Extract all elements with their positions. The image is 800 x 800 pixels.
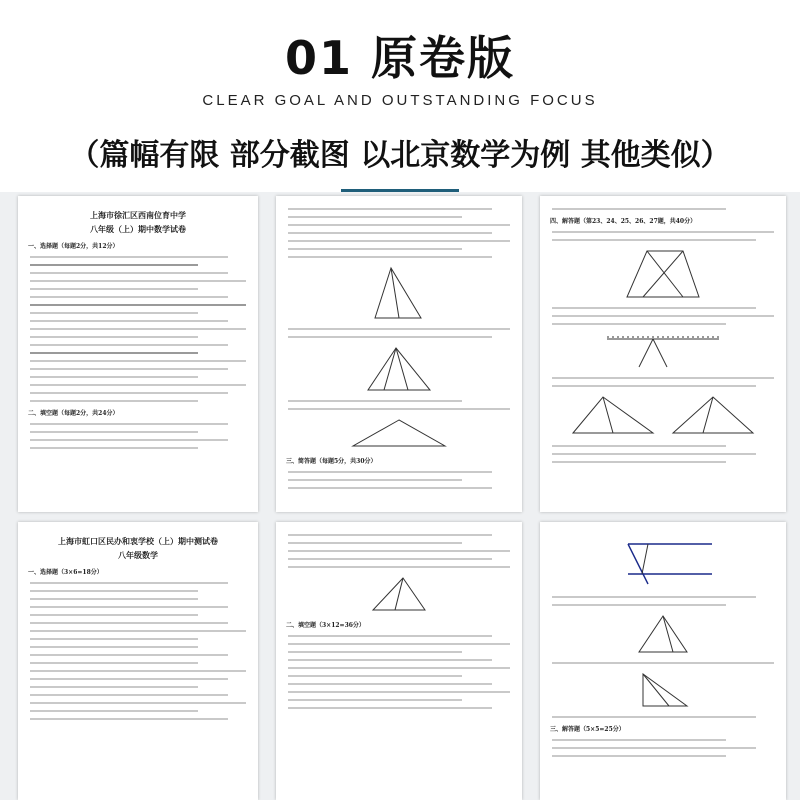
exam-school: 上海市虹口区民办和衷学校（上）期中测试卷 [58, 536, 218, 546]
trapezoid-figure [623, 247, 703, 301]
text-line [30, 622, 228, 624]
section-heading: 二、填空题（3×12=36分） [286, 622, 365, 629]
section-heading: 一、选择题（3×6=18分） [28, 569, 103, 576]
exam-page-5 [276, 522, 522, 800]
text-line [30, 344, 228, 346]
exam-page-4 [18, 522, 258, 800]
text-line [288, 651, 462, 653]
two-triangle-figures [563, 393, 763, 439]
text-line [30, 447, 198, 449]
text-line [30, 336, 198, 338]
text-line [288, 675, 462, 677]
text-line [30, 400, 198, 402]
section-heading: 三、简答题（每题5分，共30分） [286, 458, 377, 465]
text-line [30, 614, 198, 616]
text-line [288, 256, 492, 258]
text-line [552, 716, 756, 718]
text-line [288, 232, 492, 234]
text-line [30, 582, 228, 584]
text-line [552, 662, 774, 664]
text-line [30, 392, 228, 394]
text-line [288, 487, 492, 489]
text-line [288, 691, 510, 693]
triangle-figure [633, 670, 693, 710]
cliff-figure [603, 331, 723, 371]
text-line [552, 307, 756, 309]
text-line [30, 431, 198, 433]
text-line [30, 320, 228, 322]
text-line [30, 694, 228, 696]
page-title: 01 原卷版 [284, 31, 516, 85]
section-heading: 四、解答题（第23、24、25、26、27题，共40分） [550, 218, 697, 225]
section-heading: 三、解答题（5×5=25分） [550, 726, 625, 733]
text-line [288, 336, 492, 338]
text-line [30, 384, 246, 386]
text-line [288, 248, 462, 250]
text-line [552, 208, 726, 210]
parallel-lines-figure [608, 534, 718, 590]
text-line [288, 479, 462, 481]
page-subtitle: CLEAR GOAL AND OUTSTANDING FOCUS [202, 92, 598, 109]
text-line [288, 216, 462, 218]
text-line [288, 667, 510, 669]
text-line [30, 678, 228, 680]
text-line [552, 739, 726, 741]
text-line [552, 445, 726, 447]
text-line [30, 654, 228, 656]
exam-page-2 [276, 196, 522, 512]
exam-title: 八年级数学 [118, 550, 158, 560]
text-line [288, 683, 492, 685]
text-line [552, 604, 726, 606]
text-line [30, 360, 246, 362]
text-line [552, 385, 756, 387]
text-line [288, 400, 462, 402]
text-line [30, 686, 198, 688]
text-line [30, 272, 228, 274]
text-line [288, 699, 462, 701]
text-line [288, 659, 492, 661]
triangle-figure [369, 264, 429, 322]
text-line [30, 264, 198, 266]
text-line [552, 755, 726, 757]
text-line [30, 646, 198, 648]
text-line [288, 208, 492, 210]
text-line [30, 280, 246, 282]
text-line [30, 638, 198, 640]
text-line [30, 710, 198, 712]
text-line [552, 323, 726, 325]
exam-school: 上海市徐汇区西南位育中学 [90, 210, 186, 220]
text-line [30, 256, 228, 258]
text-line [30, 376, 198, 378]
exam-page-6 [540, 522, 786, 800]
text-line [552, 596, 756, 598]
text-line [30, 288, 198, 290]
triangle-figure [369, 574, 429, 614]
text-line [30, 368, 228, 370]
text-line [30, 630, 246, 632]
triangle-figure [633, 612, 693, 656]
triangle-figure [349, 416, 449, 450]
text-line [288, 707, 492, 709]
text-line [30, 670, 246, 672]
text-line [288, 408, 510, 410]
text-line [30, 662, 198, 664]
text-line [288, 558, 492, 560]
text-line [288, 635, 492, 637]
text-line [30, 423, 228, 425]
text-line [30, 590, 198, 592]
text-line [288, 328, 510, 330]
text-line [288, 534, 492, 536]
text-line [288, 566, 510, 568]
section-heading: 一、选择题（每题2分，共12分） [28, 243, 119, 250]
page-note: （篇幅有限 部分截图 以北京数学为例 其他类似） [69, 138, 731, 173]
text-line [288, 224, 510, 226]
text-line [288, 542, 462, 544]
text-line [30, 702, 246, 704]
text-line [30, 352, 198, 354]
text-line [288, 471, 492, 473]
text-line [30, 718, 228, 720]
text-line [552, 239, 756, 241]
section-heading: 二、填空题（每题2分，共24分） [28, 410, 119, 417]
text-line [552, 377, 774, 379]
text-line [288, 240, 510, 242]
text-line [30, 328, 246, 330]
text-line [552, 231, 774, 233]
exam-title: 八年级（上）期中数学试卷 [90, 224, 186, 234]
preview-stage [0, 192, 800, 800]
text-line [30, 296, 228, 298]
text-line [30, 606, 228, 608]
exam-page-1 [18, 196, 258, 512]
text-line [30, 304, 246, 306]
triangle-figure [364, 344, 434, 394]
text-line [552, 747, 756, 749]
text-line [552, 461, 726, 463]
text-line [288, 643, 510, 645]
text-line [30, 598, 198, 600]
text-line [552, 315, 774, 317]
text-line [288, 550, 510, 552]
text-line [552, 453, 756, 455]
exam-page-3 [540, 196, 786, 512]
text-line [30, 439, 228, 441]
text-line [30, 312, 198, 314]
